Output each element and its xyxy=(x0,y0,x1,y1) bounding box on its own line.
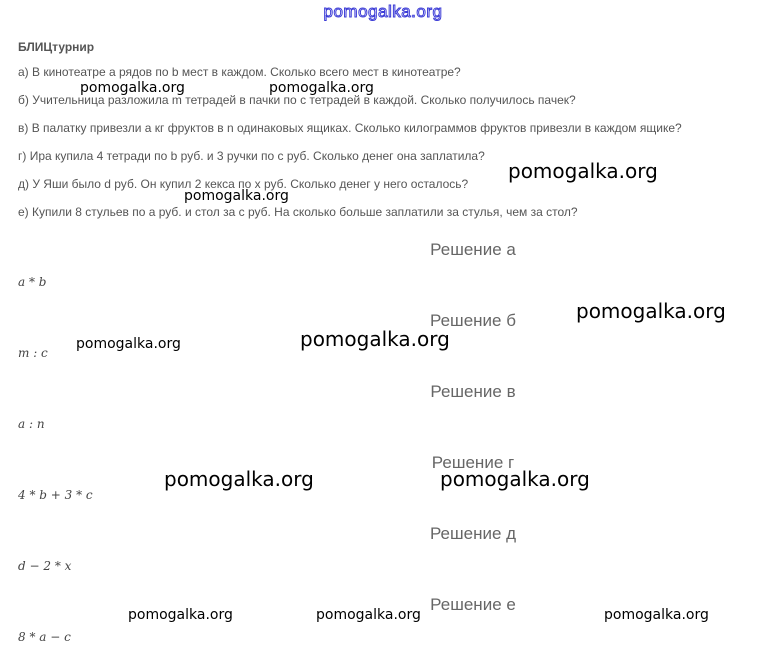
task-d: д) У Яши было d руб. Он купил 2 кекса по x руб. Сколько денег у него осталось? xyxy=(18,177,469,191)
solution-heading-d: Решение д xyxy=(429,524,517,543)
watermark: pomogalka.org xyxy=(128,607,233,623)
watermark: pomogalka.org xyxy=(76,336,181,352)
header-watermark: pomogalka.org xyxy=(323,2,443,21)
solution-heading-v: Решение в xyxy=(430,382,516,401)
solution-answer-a: a * b xyxy=(18,275,47,289)
watermark: pomogalka.org xyxy=(269,80,374,96)
solution-answer-d: d − 2 * x xyxy=(18,559,72,573)
task-a: а) В кинотеатре a рядов по b мест в каждом. Сколько всего мест в кинотеатре? xyxy=(18,65,461,79)
watermark: pomogalka.org xyxy=(576,299,726,323)
watermark: pomogalka.org xyxy=(316,607,421,623)
task-g: г) Ира купила 4 тетради по b руб. и 3 ручки по c руб. Сколько денег она заплатила? xyxy=(18,149,485,163)
watermark: pomogalka.org xyxy=(300,327,450,351)
solution-answer-v: a : n xyxy=(18,417,45,431)
solution-answer-b: m : c xyxy=(18,346,48,360)
watermark: pomogalka.org xyxy=(184,188,289,204)
solution-heading-e: Решение е xyxy=(430,595,516,614)
task-v: в) В палатку привезли a кг фруктов в n одинаковых ящиках. Сколько килограммов фруктов привезли в каждом ящике? xyxy=(18,121,682,135)
watermark: pomogalka.org xyxy=(80,80,185,96)
solution-answer-e: 8 * a − c xyxy=(18,630,71,644)
watermark: pomogalka.org xyxy=(440,467,590,491)
solution-heading-a: Решение а xyxy=(430,240,516,259)
solution-heading-g: Решение г xyxy=(431,453,515,472)
task-e: е) Купили 8 стульев по a руб. и стол за c руб. На сколько больше заплатили за стулья, чем за стол? xyxy=(18,205,578,219)
solution-heading-b: Решение б xyxy=(430,311,516,330)
page-title: БЛИЦтурнир xyxy=(18,40,95,54)
task-b: б) Учительница разложила m тетрадей в пачки по c тетрадей в каждой. Сколько получилось пачек? xyxy=(18,93,576,107)
watermark: pomogalka.org xyxy=(604,607,709,623)
watermark: pomogalka.org xyxy=(164,467,314,491)
solution-answer-g: 4 * b + 3 * c xyxy=(18,488,93,502)
watermark: pomogalka.org xyxy=(508,159,658,183)
